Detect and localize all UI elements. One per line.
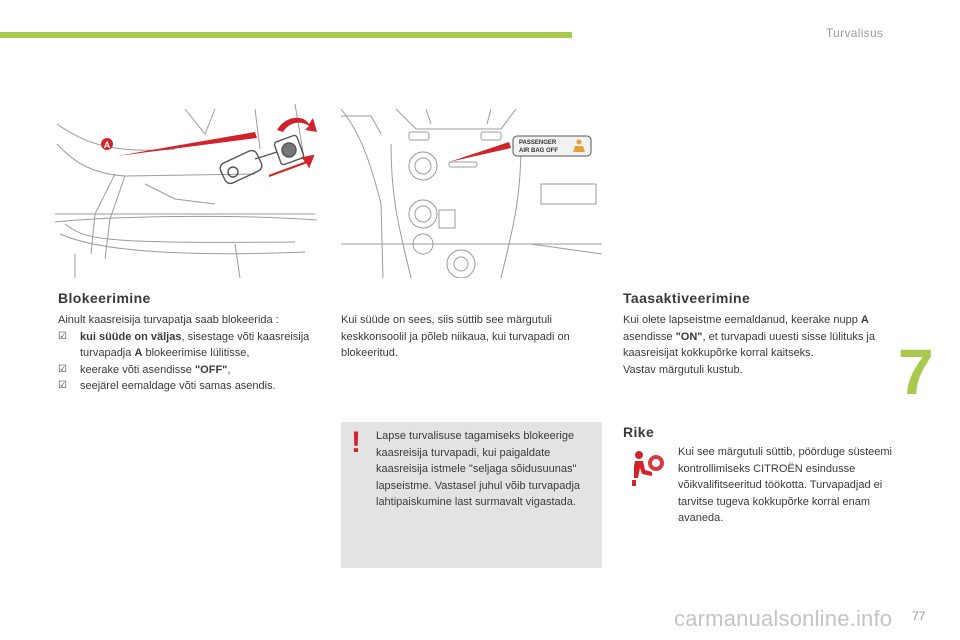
blocking-step-3: ☑ seejärel eemaldage võti samas asendis. bbox=[58, 378, 320, 395]
reactivation-text: Kui olete lapseistme eemaldanud, keerake nupp A asendisse "ON", et turvapadi uuesti sisse lülituks ja kaasreisijat kokkupõrke korral kaitseks. Vastav märgutuli kustub. bbox=[623, 314, 875, 376]
blocking-title: Blokeerimine bbox=[58, 290, 151, 306]
indicator-line1: PASSENGER bbox=[519, 140, 557, 146]
indicator-line2: AIR BAG OFF bbox=[519, 148, 558, 154]
page-number: 77 bbox=[912, 609, 926, 623]
checkbox-bullet-icon: ☑ bbox=[58, 363, 67, 375]
blocking-step-1: ☑ kui süüde on väljas, sisestage võti kaasreisija turvapadja A blokeerimise lülitisse, bbox=[58, 330, 310, 359]
warning-text: Lapse turvalisuse tagamiseks blokeerige kaasreisija turvapadi, kui paigaldate kaasreisija istmele "seljaga sõidusuunas" lapseistme. Vastasel juhul võib turvapadja lahtipaiskumine last surmavalt vigastada. bbox=[376, 430, 581, 508]
center-console-indicator-illustration bbox=[341, 104, 602, 278]
airbag-fault-warning-icon bbox=[626, 448, 666, 488]
section-label: Turvalisus bbox=[826, 26, 884, 40]
child-safety-warning-box bbox=[341, 422, 602, 568]
fault-title: Rike bbox=[623, 424, 655, 440]
checkbox-bullet-icon: ☑ bbox=[58, 380, 67, 391]
callout-a-label: A bbox=[103, 140, 111, 150]
watermark: carmanualsonline.info bbox=[674, 606, 893, 631]
blocking-intro: Ainult kaasreisija turvapatja saab blokeerida : bbox=[58, 314, 279, 326]
exclamation-warning-icon: ! bbox=[351, 426, 361, 459]
indicator-description: Kui süüde on sees, siis süttib see märgutuli keskkonsoolil ja põleb niikaua, kui turvapadi on blokeeritud. bbox=[341, 314, 570, 359]
glovebox-key-switch-illustration bbox=[55, 104, 319, 278]
reactivation-title: Taasaktiveerimine bbox=[623, 290, 751, 306]
blocking-steps bbox=[58, 329, 320, 395]
header-accent-bar bbox=[0, 32, 572, 38]
chapter-number: 7 bbox=[898, 336, 934, 408]
blocking-step-2: ☑ keerake võti asendisse "OFF", bbox=[58, 362, 320, 379]
checkbox-bullet-icon: ☑ bbox=[58, 330, 67, 342]
fault-text: Kui see märgutuli süttib, pöörduge süsteemi kontrollimiseks CITROËN esindusse võikvalifitseeritud töökotta. Turvapadjad ei tarvitse tugeva kokkupõrke korral enam avaneda. bbox=[678, 446, 893, 524]
blocking-text bbox=[58, 312, 320, 395]
